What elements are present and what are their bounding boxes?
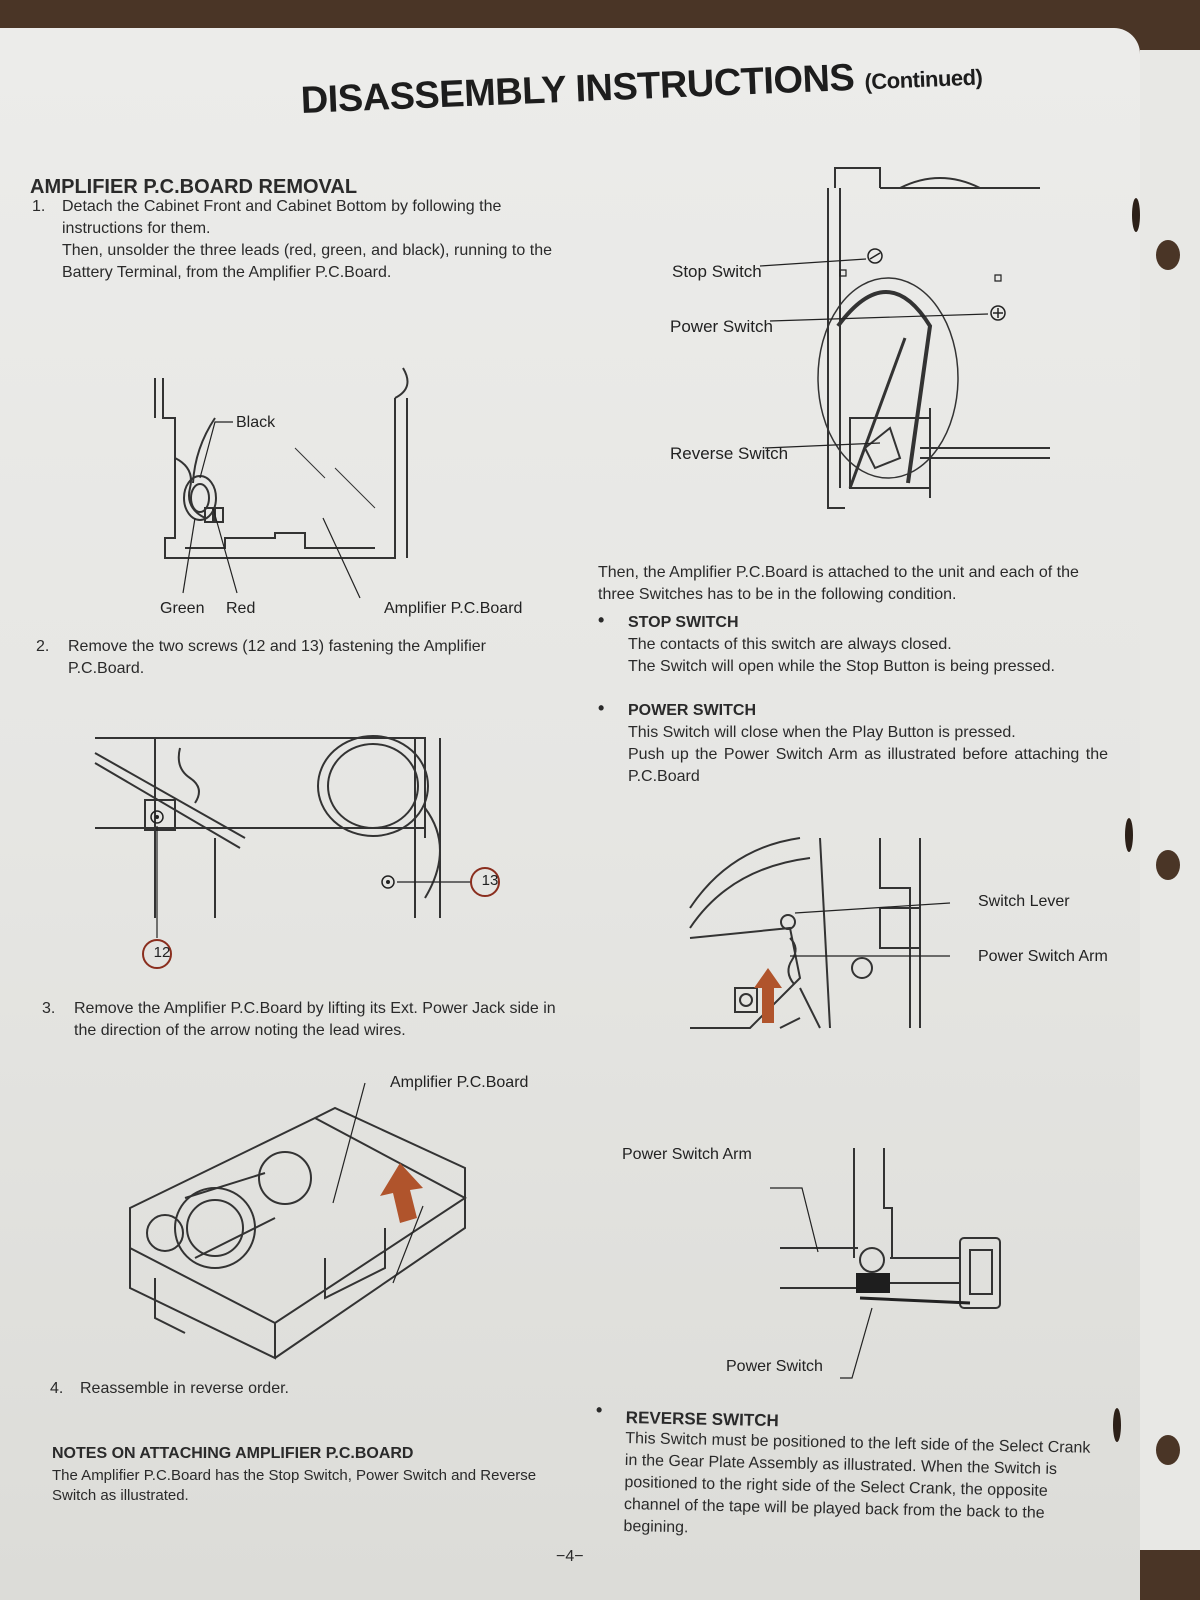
figure-power-switch-arm (780, 1148, 1020, 1388)
step-number: 2. (36, 638, 50, 655)
page-title-suffix: (Continued) (863, 64, 983, 95)
push-up-arrow-icon (754, 968, 782, 1023)
intro-text: Then, the Amplifier P.C.Board is attached to the unit and each of the three Switches has to be in the following condition. (598, 564, 1079, 603)
binder-hole (1125, 818, 1133, 852)
binder-hole (1113, 1408, 1121, 1442)
binder-hole (1156, 850, 1180, 880)
bullet-icon: • (596, 1400, 603, 1420)
label-amplifier-board-3: Amplifier P.C.Board (390, 1074, 529, 1091)
step-2 (36, 636, 556, 680)
label-stop-switch: Stop Switch (672, 262, 762, 281)
stop-switch-line1: The contacts of this switch are always closed. (628, 636, 952, 653)
step-1 (32, 196, 552, 284)
reverse-switch-title: REVERSE SWITCH (625, 1408, 779, 1431)
label-black: Black (236, 414, 276, 431)
notes-title: NOTES ON ATTACHING AMPLIFIER P.C.BOARD (52, 1445, 414, 1462)
step-number: 4. (50, 1380, 64, 1397)
stop-switch-line2: The Switch will open while the Stop Button is being pressed. (628, 658, 1055, 675)
step-text-2: Then, unsolder the three leads (red, green, and black), running to the Battery Terminal, from the Amplifier P.C.Board. (62, 242, 552, 281)
manual-page (0, 28, 1140, 1600)
figure-lead-wires (145, 358, 425, 578)
power-switch-title: POWER SWITCH (628, 702, 756, 719)
power-switch-line2: Push up the Power Switch Arm as illustrated before attaching the P.C.Board (628, 746, 1108, 785)
label-switch-lever: Switch Lever (978, 893, 1070, 910)
label-red: Red (226, 600, 256, 617)
step-4 (50, 1378, 289, 1400)
label-green: Green (160, 600, 205, 617)
reverse-switch-block (623, 1408, 1101, 1548)
figure-switch-locations (780, 158, 1080, 518)
reverse-switch-text: This Switch must be positioned to the left side of the Select Crank in the Gear Plate Assembly as illustrated. When the Switch is positioned to the right side of the Select Crank, the opposite channel of the tape will be played back from the back to the begining. (623, 1429, 1091, 1537)
callout-13: 13 (481, 872, 499, 889)
label-power-switch: Power Switch (670, 317, 773, 336)
page-number: −4− (556, 1548, 584, 1565)
power-switch-icon (991, 306, 1005, 320)
next-page-edge (1140, 50, 1200, 1550)
step-text: Remove the two screws (12 and 13) fastening the Amplifier P.C.Board. (68, 638, 486, 677)
step-number: 1. (32, 198, 46, 215)
label-power-switch-2: Power Switch (726, 1358, 823, 1375)
figure-lift-board (125, 1078, 485, 1378)
page-title: DISASSEMBLY INSTRUCTIONS (Continued) (300, 56, 983, 122)
stop-switch-title: STOP SWITCH (628, 614, 739, 631)
step-text: Detach the Cabinet Front and Cabinet Bottom by following the instructions for them. (62, 198, 502, 237)
label-power-switch-arm: Power Switch Arm (978, 948, 1108, 965)
power-switch-line1: This Switch will close when the Play Button is pressed. (628, 724, 1016, 741)
bullet-icon: • (598, 698, 605, 718)
step-3 (42, 998, 557, 1042)
notes-text: The Amplifier P.C.Board has the Stop Switch, Power Switch and Reverse Switch as illustrated. (52, 1467, 537, 1504)
label-amplifier-board: Amplifier P.C.Board (384, 600, 523, 617)
binder-hole (1132, 198, 1140, 232)
binder-hole (1156, 240, 1180, 270)
label-power-switch-arm-2: Power Switch Arm (622, 1146, 752, 1163)
section-title: AMPLIFIER P.C.BOARD REMOVAL (30, 176, 358, 198)
binder-hole (1156, 1435, 1180, 1465)
label-reverse-switch: Reverse Switch (670, 444, 789, 463)
bullet-icon: • (598, 610, 605, 630)
figure-switch-lever (690, 828, 1090, 1048)
step-text: Remove the Amplifier P.C.Board by lifting its Ext. Power Jack side in the direction of the arrow noting the lead wires. (74, 1000, 556, 1039)
callout-12: 12 (153, 944, 171, 961)
stop-switch-icon (868, 249, 882, 263)
step-number: 3. (42, 1000, 56, 1017)
step-text: Reassemble in reverse order. (80, 1380, 289, 1397)
